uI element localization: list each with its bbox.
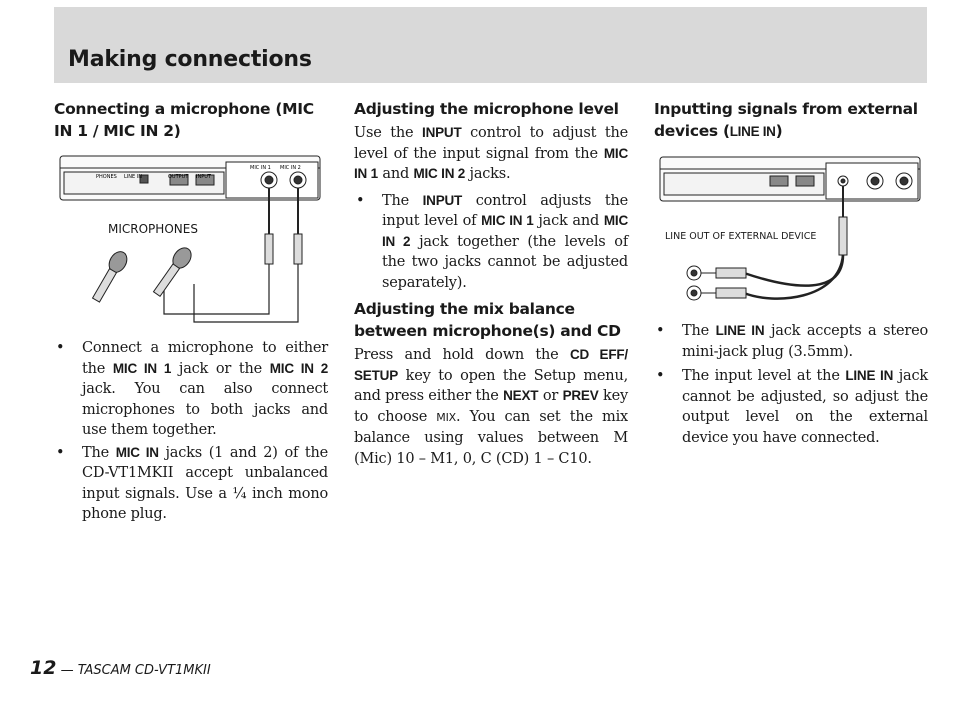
page-title: Making connections [68, 47, 312, 72]
bullet-line-in-level: • The input level at the LINE IN jack cannot be adjusted, so adjust the output level on the external device you have connected. [654, 366, 928, 448]
page-footer [30, 657, 211, 679]
section-heading-line-in: Inputting signals from external devices (LINE IN) [654, 100, 918, 140]
bullet-mic-in-jacks: • The MIC IN jacks (1 and 2) of the CD-VT1MKII accept unbalanced input signals. Use a ¼ inch mono phone plug. [54, 443, 328, 525]
bullet-connect-mic: • Connect a microphone to either the MIC IN 1 jack or the MIC IN 2 jack. You can also connect microphones to both jacks and use them together. [54, 338, 328, 441]
column-line-in [654, 98, 928, 448]
device-input-label: INPUT [196, 174, 211, 180]
column-microphone [54, 98, 328, 525]
header-bar [54, 7, 927, 83]
device-line-in-label: LINE IN [124, 174, 142, 180]
device-phones-label: PHONES [96, 174, 117, 180]
line-in-figure [654, 155, 928, 315]
column-levels [354, 98, 628, 469]
mic-connection-diagram [54, 154, 328, 334]
section-heading-mic: Connecting a microphone (MIC IN 1 / MIC IN 2) [54, 100, 314, 140]
device-mic-in-2-label: MIC IN 2 [280, 165, 301, 171]
mix-balance-paragraph: Press and hold down the CD EFF/ SETUP key to open the Setup menu, and press either the NEXT or PREV key to choose MIX. You can set the mix balance using values between M (Mic) 10 – M1, 0, C (CD) 1 – C10. [354, 347, 628, 467]
section-heading-mic-level: Adjusting the microphone level [354, 100, 619, 118]
footer-text: — TASCAM CD-VT1MKII [56, 663, 211, 678]
line-out-label: LINE OUT OF EXTERNAL DEVICE [665, 231, 817, 242]
device-mic-in-1-label: MIC IN 1 [250, 165, 271, 171]
mic-level-paragraph: Use the INPUT control to adjust the level of the input signal from the MIC IN 1 and MIC IN 2 jacks. [354, 125, 629, 182]
device-illustration [60, 156, 320, 322]
mic-figure [54, 154, 328, 334]
microphones-label: MICROPHONES [108, 222, 198, 236]
device-output-label: OUTPUT [168, 174, 189, 180]
section-heading-mix-balance: Adjusting the mix balance between microphone(s) and CD [354, 300, 621, 340]
page-number: 12 [30, 657, 57, 679]
device-illustration [660, 157, 920, 300]
bullet-input-control: • The INPUT control adjusts the input level of MIC IN 1 jack and MIC IN 2 jack together (the levels of the two jacks cannot be adjusted separately). [354, 191, 628, 294]
bullet-line-in-jack: • The LINE IN jack accepts a stereo mini-jack plug (3.5mm). [654, 321, 928, 362]
